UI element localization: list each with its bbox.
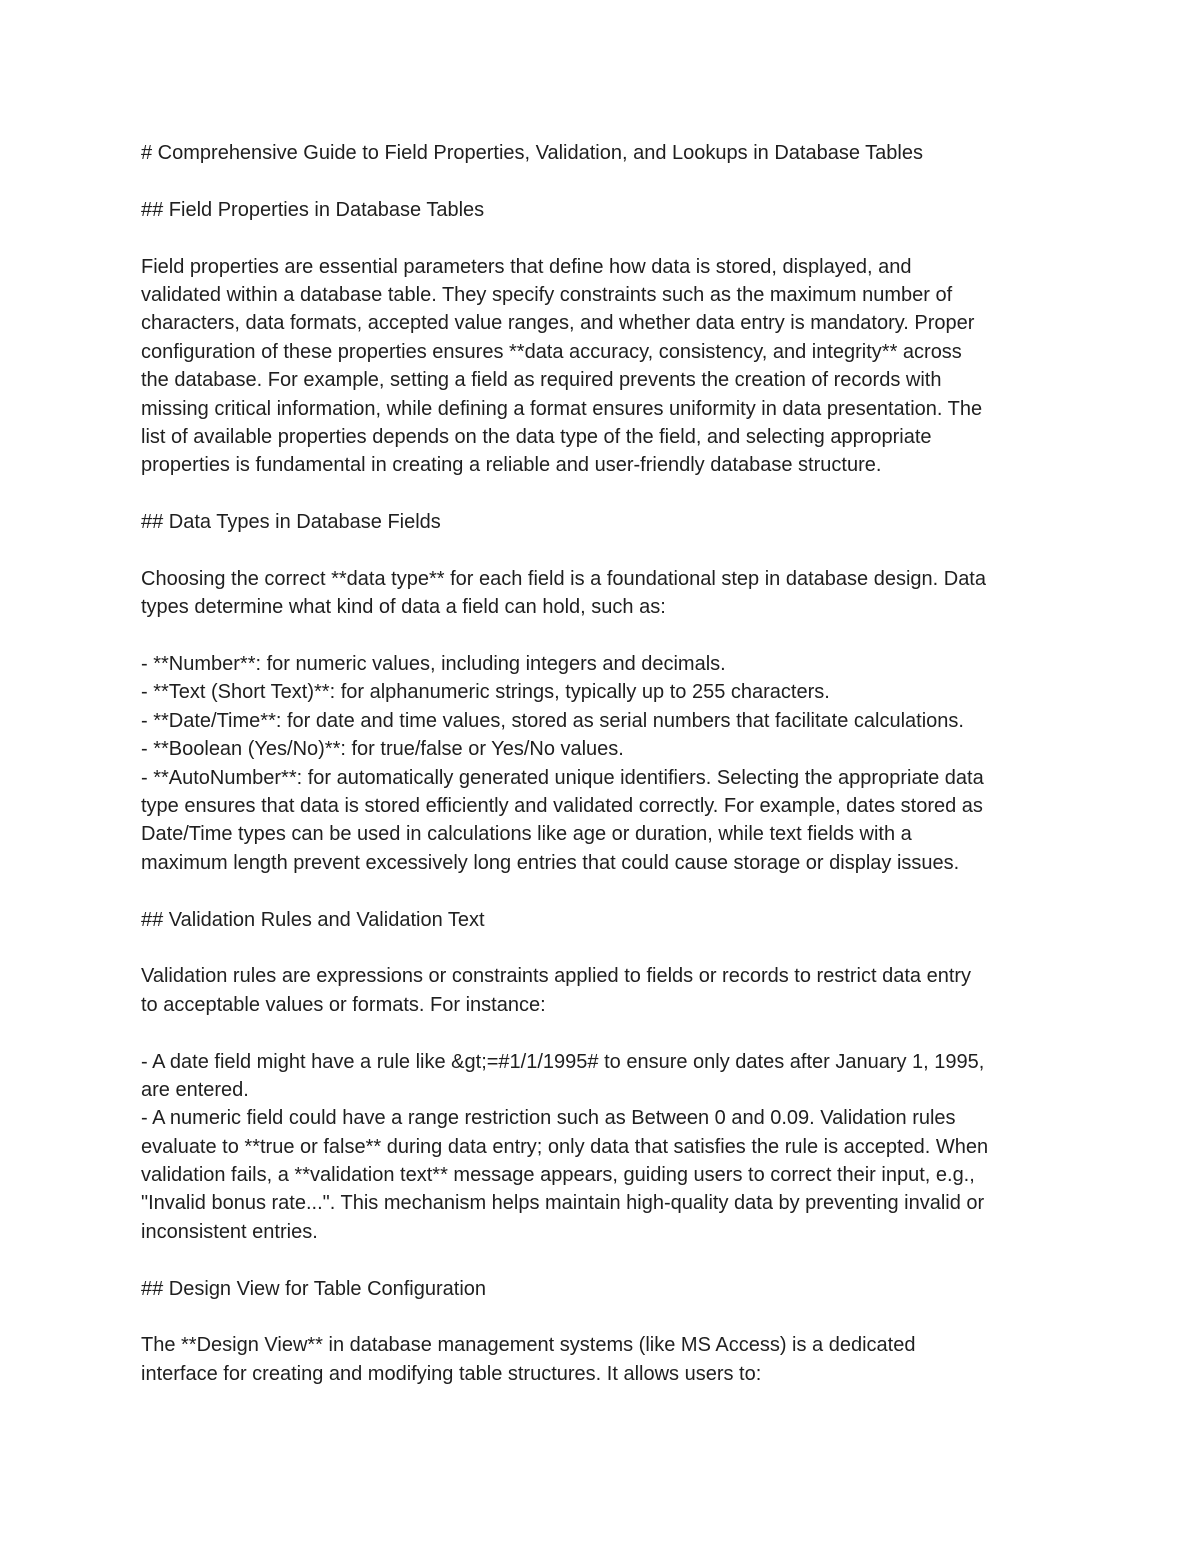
spacer (141, 167, 1071, 195)
bullet-list (141, 650, 1071, 877)
list-item: - **Date/Time**: for date and time values, stored as serial numbers that facilitate calculations. (141, 709, 964, 732)
spacer (141, 1019, 1071, 1047)
text-line: validation fails, a **validation text** message appears, guiding users to correct their input, e.g., (141, 1164, 975, 1187)
spacer (141, 934, 1071, 962)
text-line: interface for creating and modifying table structures. It allows users to: (141, 1362, 762, 1385)
list-item: - **Number**: for numeric values, including integers and decimals. (141, 653, 726, 676)
paragraph (141, 962, 1071, 1019)
text-line: inconsistent entries. (141, 1220, 318, 1243)
text-line: to acceptable values or formats. For instance: (141, 993, 546, 1016)
text-line: list of available properties depends on the data type of the field, and selecting appropriate (141, 425, 932, 448)
text-line: Date/Time types can be used in calculations like age or duration, while text fields with a (141, 823, 912, 846)
text-line: configuration of these properties ensures **data accuracy, consistency, and integrity** across (141, 340, 962, 363)
section-heading: ## Validation Rules and Validation Text (141, 908, 485, 931)
text-line: The **Design View** in database management systems (like MS Access) is a dedicated (141, 1334, 916, 1357)
spacer (141, 622, 1071, 650)
spacer (141, 877, 1071, 905)
text-line: evaluate to **true or false** during data entry; only data that satisfies the rule is accepted. When (141, 1135, 989, 1158)
text-line: types determine what kind of data a field can hold, such as: (141, 596, 666, 619)
text-line: Field properties are essential parameters that define how data is stored, displayed, and (141, 255, 912, 278)
document-page (141, 139, 1071, 1388)
text-line: type ensures that data is stored efficiently and validated correctly. For example, dates stored as (141, 794, 983, 817)
paragraph (141, 565, 1071, 622)
spacer (141, 536, 1071, 564)
paragraph (141, 253, 1071, 480)
text-line: characters, data formats, accepted value ranges, and whether data entry is mandatory. Proper (141, 312, 975, 335)
spacer (141, 480, 1071, 508)
text-line: Choosing the correct **data type** for each field is a foundational step in database design. Data (141, 567, 986, 590)
list-item: - A numeric field could have a range restriction such as Between 0 and 0.09. Validation rules (141, 1107, 956, 1130)
list-item: - A date field might have a rule like &gt;=#1/1/1995# to ensure only dates after January 1, 1995, (141, 1050, 985, 1073)
text-line: properties is fundamental in creating a reliable and user-friendly database structure. (141, 454, 882, 477)
spacer (141, 1303, 1071, 1331)
text-line: the database. For example, setting a field as required prevents the creation of records with (141, 369, 942, 392)
bullet-list (141, 1048, 1071, 1247)
text-line: are entered. (141, 1078, 249, 1101)
text-line: maximum length prevent excessively long entries that could cause storage or display issues. (141, 851, 960, 874)
section-heading: ## Data Types in Database Fields (141, 511, 441, 534)
section-heading: ## Field Properties in Database Tables (141, 198, 485, 221)
text-line: validated within a database table. They specify constraints such as the maximum number of (141, 283, 953, 306)
document-title: # Comprehensive Guide to Field Properties, Validation, and Lookups in Database Tables (141, 142, 923, 164)
text-line: missing critical information, while defining a format ensures uniformity in data presentation. The (141, 397, 983, 420)
text-line: "Invalid bonus rate...". This mechanism helps maintain high-quality data by preventing invalid or (141, 1192, 985, 1215)
spacer (141, 224, 1071, 252)
spacer (141, 1246, 1071, 1274)
list-item: - **Boolean (Yes/No)**: for true/false or Yes/No values. (141, 738, 624, 761)
paragraph (141, 1331, 1071, 1388)
list-item: - **Text (Short Text)**: for alphanumeric strings, typically up to 255 characters. (141, 681, 830, 704)
list-item: - **AutoNumber**: for automatically generated unique identifiers. Selecting the appropriate data (141, 766, 984, 789)
section-heading: ## Design View for Table Configuration (141, 1277, 487, 1300)
text-line: Validation rules are expressions or constraints applied to fields or records to restrict data entry (141, 965, 972, 988)
